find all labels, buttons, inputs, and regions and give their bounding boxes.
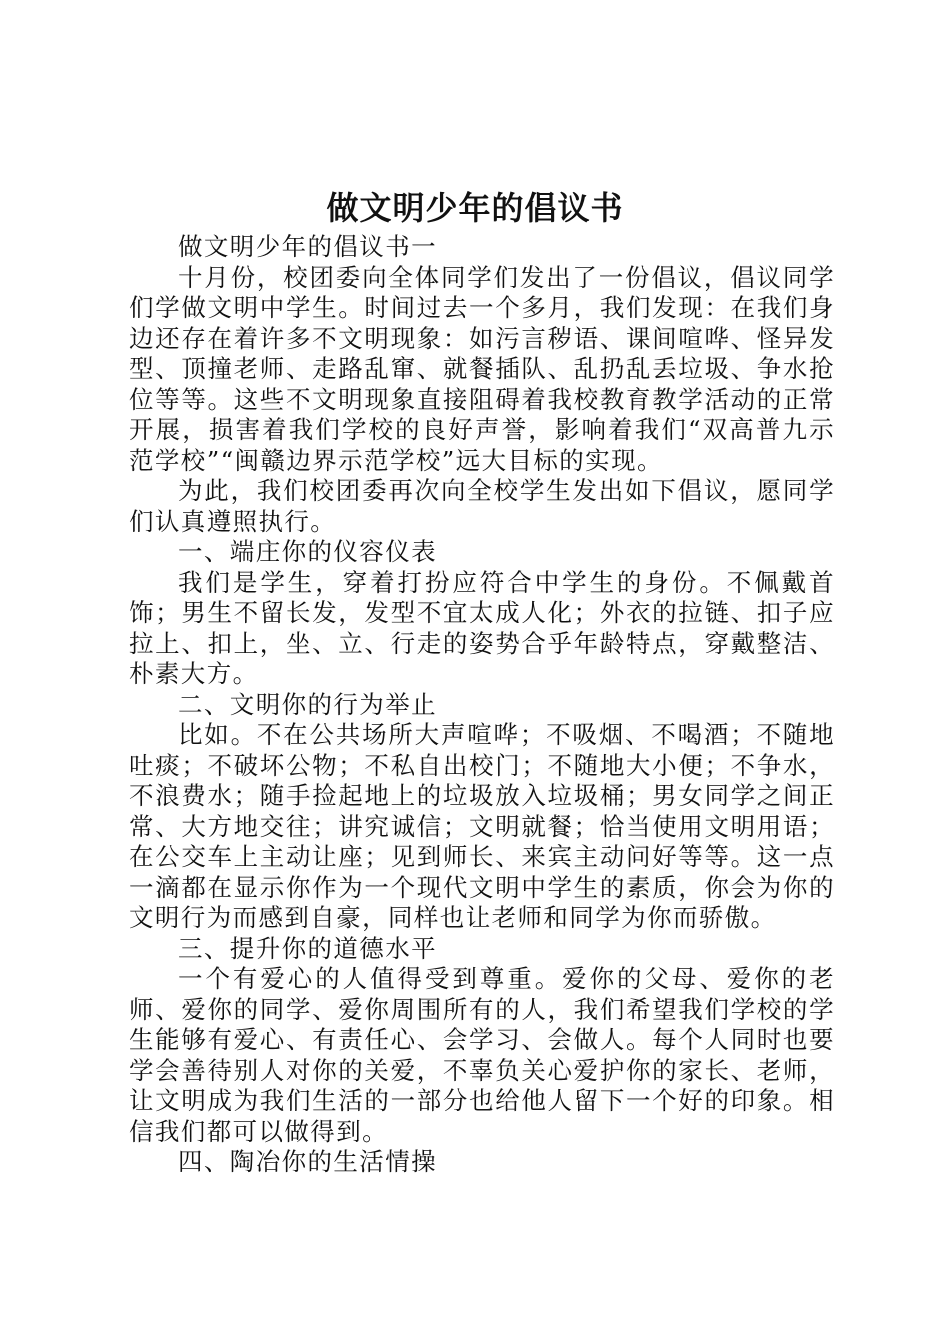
section-heading-4: 四、陶冶你的生活情操 bbox=[178, 1147, 437, 1176]
section-paragraph-1: 我们是学生，穿着打扮应符合中学生的身份。不佩戴首饰；男生不留长发，发型不宜太成人化；外衣的拉链、扣子应拉上、扣上，坐、立、行走的姿势合乎年龄特点，穿戴整洁、朴素大方。 bbox=[129, 567, 835, 688]
subtitle-paragraph: 做文明少年的倡议书一 bbox=[178, 232, 437, 261]
document-body bbox=[129, 232, 835, 1178]
section-paragraph-2: 比如。不在公共场所大声喧哗；不吸烟、不喝酒；不随地吐痰；不破坏公物；不私自出校门；不随地大小便；不争水，不浪费水；随手捡起地上的垃圾放入垃圾桶；男女同学之间正常、大方地交往；讲究诚信；文明就餐；恰当使用文明用语；在公交车上主动让座；见到师长、来宾主动问好等等。这一点一滴都在显示你作为一个现代文明中学生的素质，你会为你的文明行为而感到自豪，同样也让老师和同学为你而骄傲。 bbox=[129, 720, 835, 932]
section-paragraph-3: 一个有爱心的人值得受到尊重。爱你的父母、爱你的老师、爱你的同学、爱你周围所有的人，我们希望我们学校的学生能够有爱心、有责任心、会学习、会做人。每个人同时也要学会善待别人对你的关爱，不辜负关心爱护你的家长、老师，让文明成为我们生活的一部分也给他人留下一个好的印象。相信我们都可以做得到。 bbox=[129, 964, 835, 1146]
proposal-paragraph: 为此，我们校团委再次向全校学生发出如下倡议，愿同学们认真遵照执行。 bbox=[129, 476, 835, 536]
document-title: 做文明少年的倡议书 bbox=[326, 189, 624, 227]
section-heading-2: 二、文明你的行为举止 bbox=[178, 689, 437, 719]
section-heading-1: 一、端庄你的仪容仪表 bbox=[178, 537, 437, 566]
section-heading-3: 三、提升你的道德水平 bbox=[178, 933, 437, 963]
intro-paragraph: 十月份，校团委向全体同学们发出了一份倡议，倡议同学们学做文明中学生。时间过去一个多月，我们发现：在我们身边还存在着许多不文明现象：如污言秽语、课间喧哗、怪异发型、顶撞老师、走路乱窜、就餐插队、乱扔乱丢垃圾、争水抢位等等。这些不文明现象直接阻碍着我校教育教学活动的正常开展，损害着我们学校的良好声誉，影响着我们“双高普九示范学校”“闽赣边界示范学校”远大目标的实现。 bbox=[129, 262, 835, 475]
